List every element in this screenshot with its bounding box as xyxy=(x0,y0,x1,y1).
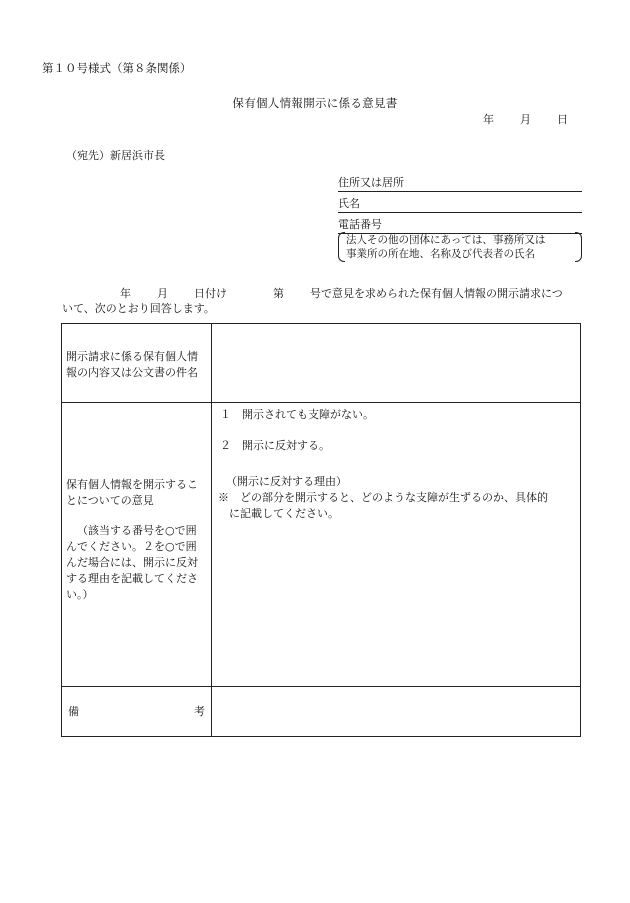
name-label: 氏名 xyxy=(338,197,360,210)
table-row xyxy=(62,403,581,687)
remarks-input-cell[interactable] xyxy=(212,687,581,737)
name-field[interactable] xyxy=(338,197,582,213)
document-title: 保有個人情報開示に係る意見書 xyxy=(232,96,398,110)
date-year-label: 年 xyxy=(483,113,494,126)
intro-paragraph xyxy=(62,286,582,316)
corporation-note-line1: 法人その他の団体にあっては、事務所又は xyxy=(346,234,546,246)
table-row xyxy=(62,687,581,737)
intro-dated: 日付け xyxy=(194,287,227,300)
intro-line1-rest: 号で意見を求められた保有個人情報の開示請求につ xyxy=(310,287,563,300)
option-2[interactable]: ２ 開示に反対する。 xyxy=(220,439,330,452)
date-day-label: 日 xyxy=(557,113,568,126)
opinion-content-cell[interactable] xyxy=(212,403,581,687)
remarks-char-2: 考 xyxy=(194,704,205,718)
subject-label: 開示請求に係る保有個人情報の内容又は公文書の件名 xyxy=(62,324,212,403)
corporation-note-line2: 事業所の所在地、名称及び代表者の氏名 xyxy=(346,248,535,260)
submission-date xyxy=(483,111,568,127)
phone-label: 電話番号 xyxy=(338,218,382,231)
option-1[interactable]: １ 開示されても支障がない。 xyxy=(220,408,374,421)
left-bracket xyxy=(338,232,345,262)
intro-year: 年 xyxy=(120,287,131,300)
addressee: （宛先）新居浜市長 xyxy=(66,149,165,162)
intro-number-prefix: 第 xyxy=(273,287,284,300)
table-row xyxy=(62,324,581,403)
address-field[interactable] xyxy=(338,176,582,192)
right-bracket xyxy=(575,232,582,262)
intro-month: 月 xyxy=(157,287,168,300)
address-label: 住所又は居所 xyxy=(338,176,404,189)
date-month-label: 月 xyxy=(520,113,531,126)
opinion-table xyxy=(61,323,581,737)
subject-input-cell[interactable] xyxy=(212,324,581,403)
reason-heading: （開示に反対する理由） xyxy=(226,475,347,488)
remarks-char-1: 備 xyxy=(68,704,79,718)
reason-note-line2: に記載してください。 xyxy=(229,507,339,520)
reason-note-line1: ※ どの部分を開示すると、どのような支障が生ずるのか、具体的 xyxy=(218,491,548,504)
form-number: 第１０号様式（第８条関係） xyxy=(42,61,192,75)
remarks-label xyxy=(62,687,212,737)
corporation-note xyxy=(338,232,582,262)
opinion-label: 保有個人情報を開示することについての意見 xyxy=(66,477,198,507)
opinion-instruction: （該当する番号を○で囲んでください。２を○で囲んだ場合には、開示に反対する理由を記載してください。） xyxy=(66,523,198,601)
opinion-label-cell xyxy=(62,403,212,687)
intro-line2: いて、次のとおり回答します。 xyxy=(62,302,215,315)
